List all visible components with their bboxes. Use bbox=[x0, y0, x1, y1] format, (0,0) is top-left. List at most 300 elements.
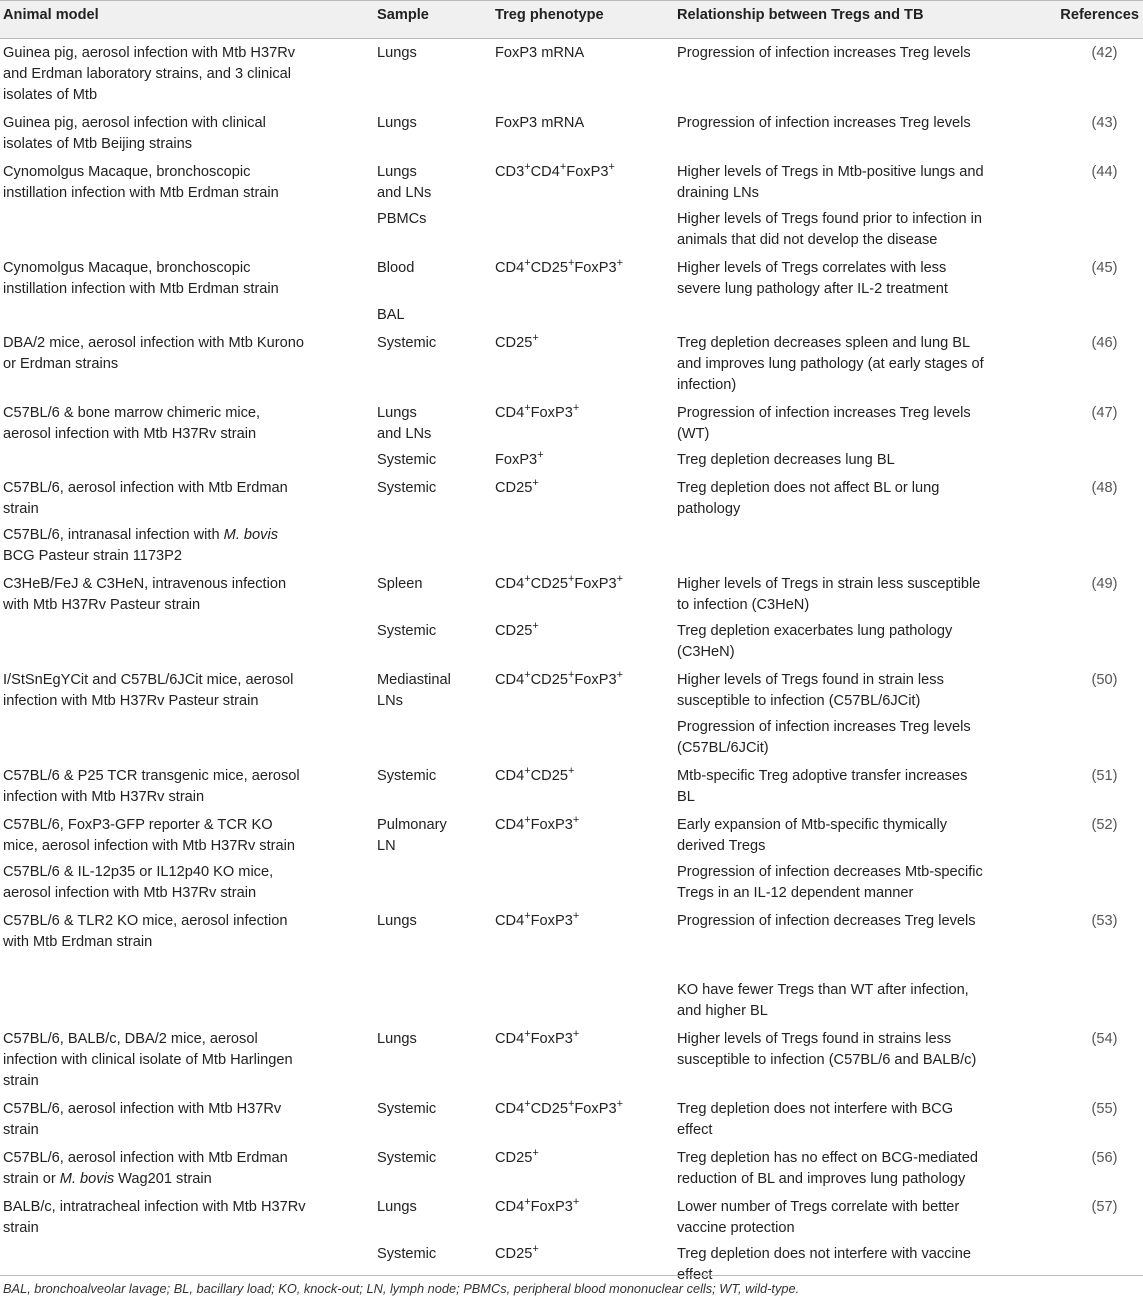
relationship-cell-line: derived Tregs bbox=[677, 838, 766, 854]
phenotype-superscript: + bbox=[524, 669, 531, 682]
reference-link[interactable] bbox=[1069, 864, 1105, 880]
phenotype-marker: FoxP3 bbox=[574, 576, 617, 592]
phenotype-superscript: + bbox=[524, 257, 531, 270]
phenotype-marker: CD4 bbox=[495, 576, 525, 592]
sample-cell bbox=[374, 158, 492, 207]
animal-model-cell-line: C57BL/6, aerosol infection with Mtb H37Rv bbox=[3, 1101, 282, 1117]
animal-model-cell-line: C57BL/6, aerosol infection with Mtb Erdman bbox=[3, 480, 288, 496]
relationship-cell bbox=[674, 158, 1031, 207]
phenotype-marker: CD25 bbox=[530, 260, 568, 276]
phenotype-marker: FoxP3 mRNA bbox=[495, 115, 585, 131]
sample-cell bbox=[374, 1095, 492, 1144]
animal-model-cell bbox=[0, 1025, 374, 1095]
sample-cell-line: Systemic bbox=[377, 480, 437, 496]
table-row bbox=[0, 570, 1143, 619]
phenotype-superscript: + bbox=[524, 1196, 531, 1209]
sample-cell-line: Blood bbox=[377, 260, 415, 276]
sample-cell bbox=[374, 956, 492, 1025]
reference-link[interactable]: (42) bbox=[1091, 45, 1118, 61]
reference-link[interactable]: (53) bbox=[1091, 913, 1118, 929]
table-row bbox=[0, 39, 1143, 110]
phenotype-cell bbox=[492, 811, 674, 860]
phenotype-superscript: + bbox=[524, 161, 531, 174]
reference-link[interactable]: (44) bbox=[1091, 164, 1118, 180]
phenotype-superscript: + bbox=[572, 1196, 580, 1209]
phenotype-marker: FoxP3 bbox=[574, 1101, 617, 1117]
phenotype-cell bbox=[492, 303, 674, 329]
animal-model-cell bbox=[0, 448, 374, 474]
phenotype-superscript: + bbox=[567, 573, 575, 586]
reference-cell bbox=[1031, 329, 1143, 399]
phenotype-marker: CD3 bbox=[495, 164, 525, 180]
reference-cell bbox=[1031, 1025, 1143, 1095]
animal-model-cell bbox=[0, 715, 374, 762]
reference-cell bbox=[1031, 907, 1143, 956]
sample-cell bbox=[374, 570, 492, 619]
relationship-cell bbox=[674, 254, 1031, 303]
table-row bbox=[0, 715, 1143, 762]
sample-cell bbox=[374, 860, 492, 907]
phenotype-superscript: + bbox=[567, 257, 575, 270]
relationship-cell-line: Progression of infection decreases Treg levels bbox=[677, 913, 976, 929]
relationship-cell-line: Higher levels of Tregs found in strain less bbox=[677, 672, 944, 688]
reference-link[interactable]: (57) bbox=[1091, 1199, 1118, 1215]
species-name: M. bovis bbox=[223, 527, 278, 543]
animal-model-cell-line: C57BL/6 & bone marrow chimeric mice, bbox=[3, 405, 261, 421]
phenotype-marker: CD4 bbox=[495, 1101, 525, 1117]
reference-link[interactable]: (48) bbox=[1091, 480, 1118, 496]
phenotype-marker: FoxP3 mRNA bbox=[495, 45, 585, 61]
phenotype-superscript: + bbox=[572, 910, 580, 923]
table-row bbox=[0, 956, 1143, 1025]
phenotype-marker: CD25 bbox=[530, 576, 568, 592]
animal-model-cell bbox=[0, 523, 374, 570]
animal-model-cell-line: strain bbox=[3, 1073, 39, 1089]
animal-model-cell-line: strain bbox=[3, 1122, 39, 1138]
reference-cell bbox=[1031, 474, 1143, 523]
sample-cell-line: Systemic bbox=[377, 1246, 437, 1262]
phenotype-superscript: + bbox=[559, 161, 567, 174]
reference-cell bbox=[1031, 39, 1143, 110]
relationship-cell bbox=[674, 329, 1031, 399]
species-name: M. bovis bbox=[59, 1171, 115, 1187]
reference-link[interactable]: (51) bbox=[1091, 768, 1118, 784]
sample-cell bbox=[374, 207, 492, 254]
phenotype-superscript: + bbox=[524, 1098, 531, 1111]
phenotype-marker: FoxP3 bbox=[574, 672, 617, 688]
animal-model-cell bbox=[0, 570, 374, 619]
phenotype-cell bbox=[492, 1144, 674, 1193]
reference-link[interactable] bbox=[1069, 307, 1105, 323]
phenotype-marker: CD4 bbox=[495, 913, 525, 929]
sample-cell bbox=[374, 399, 492, 448]
reference-cell bbox=[1031, 666, 1143, 715]
animal-model-cell bbox=[0, 399, 374, 448]
phenotype-marker: CD25 bbox=[495, 480, 533, 496]
phenotype-marker: CD4 bbox=[495, 1031, 525, 1047]
relationship-cell bbox=[674, 303, 1031, 329]
relationship-cell-line: and improves lung pathology (at early stages of bbox=[677, 356, 984, 372]
relationship-cell bbox=[674, 715, 1031, 762]
phenotype-superscript: + bbox=[532, 1243, 539, 1256]
table-row bbox=[0, 474, 1143, 523]
animal-model-cell-line: C57BL/6, FoxP3-GFP reporter & TCR KO bbox=[3, 817, 273, 833]
phenotype-marker: CD4 bbox=[495, 817, 525, 833]
phenotype-cell bbox=[492, 474, 674, 523]
sample-cell-line: Lungs bbox=[377, 1199, 417, 1215]
phenotype-cell bbox=[492, 1095, 674, 1144]
phenotype-marker: CD4 bbox=[495, 672, 525, 688]
phenotype-cell bbox=[492, 158, 674, 207]
animal-model-cell bbox=[0, 254, 374, 303]
table-row bbox=[0, 619, 1143, 666]
phenotype-superscript: + bbox=[532, 1147, 539, 1160]
sample-cell-line: Systemic bbox=[377, 768, 437, 784]
phenotype-cell bbox=[492, 207, 674, 254]
phenotype-marker: FoxP3 bbox=[495, 452, 538, 468]
relationship-cell bbox=[674, 956, 1031, 1025]
phenotype-superscript: + bbox=[572, 402, 580, 415]
sample-cell-line: Spleen bbox=[377, 576, 423, 592]
phenotype-marker: CD4 bbox=[495, 405, 525, 421]
phenotype-marker: CD4 bbox=[495, 1199, 525, 1215]
relationship-cell-line: Progression of infection increases Treg levels bbox=[677, 115, 971, 131]
header-treg-phenotype: Treg phenotype bbox=[492, 1, 674, 39]
relationship-cell-line: Higher levels of Tregs in strain less susceptible bbox=[677, 576, 981, 592]
animal-model-cell bbox=[0, 619, 374, 666]
relationship-cell-line: Treg depletion exacerbates lung pathology bbox=[677, 623, 953, 639]
animal-model-cell-line: isolates of Mtb bbox=[3, 87, 98, 103]
sample-cell bbox=[374, 523, 492, 570]
phenotype-cell bbox=[492, 715, 674, 762]
animal-model-cell bbox=[0, 1193, 374, 1242]
sample-cell-line: and LNs bbox=[377, 185, 432, 201]
sample-cell-line: PBMCs bbox=[377, 211, 427, 227]
animal-model-cell-line: instillation infection with Mtb Erdman strain bbox=[3, 281, 279, 297]
reference-link[interactable]: (52) bbox=[1091, 817, 1118, 833]
animal-model-cell-line: C57BL/6 & P25 TCR transgenic mice, aerosol bbox=[3, 768, 300, 784]
table-row bbox=[0, 303, 1143, 329]
animal-model-cell-line: DBA/2 mice, aerosol infection with Mtb Kurono bbox=[3, 335, 304, 351]
relationship-cell-line: Higher levels of Tregs correlates with less bbox=[677, 260, 947, 276]
phenotype-cell bbox=[492, 329, 674, 399]
phenotype-superscript: + bbox=[524, 765, 531, 778]
phenotype-marker: FoxP3 bbox=[530, 1031, 573, 1047]
relationship-cell-line: Lower number of Tregs correlate with better bbox=[677, 1199, 960, 1215]
phenotype-superscript: + bbox=[616, 1098, 624, 1111]
relationship-cell-line: Higher levels of Tregs found prior to infection in bbox=[677, 211, 983, 227]
animal-model-cell-line: infection with Mtb H37Rv strain bbox=[3, 789, 205, 805]
sample-cell bbox=[374, 474, 492, 523]
relationship-cell bbox=[674, 207, 1031, 254]
reference-link[interactable]: (49) bbox=[1091, 576, 1118, 592]
animal-model-cell-line: I/StSnEgYCit and C57BL/6JCit mice, aerosol bbox=[3, 672, 294, 688]
relationship-cell bbox=[674, 811, 1031, 860]
relationship-cell-line: severe lung pathology after IL-2 treatment bbox=[677, 281, 948, 297]
animal-model-cell-line: aerosol infection with Mtb H37Rv strain bbox=[3, 426, 257, 442]
reference-cell bbox=[1031, 715, 1143, 762]
phenotype-marker: FoxP3 bbox=[574, 260, 617, 276]
reference-cell bbox=[1031, 570, 1143, 619]
relationship-cell bbox=[674, 907, 1031, 956]
header-row bbox=[0, 1, 1143, 39]
table-row bbox=[0, 907, 1143, 956]
reference-link[interactable] bbox=[1069, 960, 1105, 976]
table-footnote: BAL, bronchoalveolar lavage; BL, bacillary load; KO, knock-out; LN, lymph node; PBMCs, peripheral blood mononuclear cells; WT, wild-type. bbox=[3, 1281, 800, 1296]
phenotype-marker: CD25 bbox=[495, 335, 533, 351]
sample-cell bbox=[374, 619, 492, 666]
table-bottom-rule bbox=[0, 1275, 1143, 1276]
relationship-cell-line: reduction of BL and improves lung pathology bbox=[677, 1171, 966, 1187]
table-body bbox=[0, 39, 1143, 1290]
animal-model-cell-line: C57BL/6, BALB/c, DBA/2 mice, aerosol bbox=[3, 1031, 258, 1047]
relationship-cell-line: (C57BL/6JCit) bbox=[677, 740, 769, 756]
phenotype-superscript: + bbox=[524, 573, 531, 586]
table-header bbox=[0, 1, 1143, 39]
sample-cell-line: Lungs bbox=[377, 45, 417, 61]
reference-link[interactable] bbox=[1069, 452, 1105, 468]
phenotype-marker: FoxP3 bbox=[566, 164, 609, 180]
phenotype-marker: CD25 bbox=[495, 623, 533, 639]
phenotype-cell bbox=[492, 254, 674, 303]
relationship-cell-line: Tregs in an IL-12 dependent manner bbox=[677, 885, 914, 901]
reference-cell bbox=[1031, 399, 1143, 448]
animal-model-cell-line: strain or M. bovis Wag201 strain bbox=[3, 1171, 212, 1187]
reference-link[interactable]: (50) bbox=[1091, 672, 1118, 688]
reference-cell bbox=[1031, 523, 1143, 570]
animal-model-cell-line: instillation infection with Mtb Erdman strain bbox=[3, 185, 279, 201]
reference-link[interactable]: (45) bbox=[1091, 260, 1118, 276]
reference-cell bbox=[1031, 860, 1143, 907]
reference-cell bbox=[1031, 1095, 1143, 1144]
phenotype-marker: CD25 bbox=[495, 1246, 533, 1262]
reference-link[interactable] bbox=[1069, 1246, 1105, 1262]
animal-model-cell-line: BALB/c, intratracheal infection with Mtb H37Rv bbox=[3, 1199, 306, 1215]
sample-cell-line: Systemic bbox=[377, 623, 437, 639]
reference-link[interactable]: (56) bbox=[1091, 1150, 1118, 1166]
reference-link[interactable]: (47) bbox=[1091, 405, 1118, 421]
phenotype-superscript: + bbox=[537, 449, 544, 462]
relationship-cell bbox=[674, 1144, 1031, 1193]
animal-model-cell-line: Cynomolgus Macaque, bronchoscopic bbox=[3, 164, 251, 180]
table-row bbox=[0, 762, 1143, 811]
relationship-cell-line: Higher levels of Tregs found in strains less bbox=[677, 1031, 952, 1047]
relationship-cell-line: susceptible to infection (C57BL/6JCit) bbox=[677, 693, 921, 709]
sample-cell-line: Systemic bbox=[377, 335, 437, 351]
sample-cell-line: Lungs bbox=[377, 913, 417, 929]
relationship-cell bbox=[674, 762, 1031, 811]
animal-model-cell bbox=[0, 956, 374, 1025]
relationship-cell-line: and higher BL bbox=[677, 1003, 768, 1019]
phenotype-marker: FoxP3 bbox=[530, 405, 573, 421]
animal-model-cell bbox=[0, 811, 374, 860]
relationship-cell-line: (WT) bbox=[677, 426, 710, 442]
relationship-cell-line: Treg depletion decreases spleen and lung BL bbox=[677, 335, 971, 351]
relationship-cell-line: (C3HeN) bbox=[677, 644, 735, 660]
phenotype-superscript: + bbox=[567, 669, 575, 682]
reference-cell bbox=[1031, 254, 1143, 303]
sample-cell-line: Systemic bbox=[377, 452, 437, 468]
relationship-cell-line: susceptible to infection (C57BL/6 and BALB/c) bbox=[677, 1052, 977, 1068]
animal-model-cell-line: or Erdman strains bbox=[3, 356, 119, 372]
relationship-cell bbox=[674, 399, 1031, 448]
reference-cell bbox=[1031, 619, 1143, 666]
phenotype-marker: FoxP3 bbox=[530, 1199, 573, 1215]
animal-model-cell bbox=[0, 207, 374, 254]
relationship-cell-line: Treg depletion does not interfere with vaccine bbox=[677, 1246, 971, 1262]
reference-cell bbox=[1031, 303, 1143, 329]
relationship-cell bbox=[674, 570, 1031, 619]
phenotype-cell bbox=[492, 666, 674, 715]
reference-link[interactable]: (55) bbox=[1091, 1101, 1118, 1117]
reference-link[interactable] bbox=[1069, 719, 1105, 735]
animal-model-cell bbox=[0, 109, 374, 158]
table-row bbox=[0, 1144, 1143, 1193]
phenotype-cell bbox=[492, 109, 674, 158]
sample-cell-line: BAL bbox=[377, 307, 405, 323]
table-row bbox=[0, 1193, 1143, 1242]
reference-cell bbox=[1031, 1144, 1143, 1193]
animal-model-cell-line: mice, aerosol infection with Mtb H37Rv strain bbox=[3, 838, 295, 854]
reference-cell bbox=[1031, 207, 1143, 254]
phenotype-cell bbox=[492, 39, 674, 110]
phenotype-superscript: + bbox=[532, 332, 539, 345]
phenotype-marker: FoxP3 bbox=[530, 817, 573, 833]
relationship-cell bbox=[674, 109, 1031, 158]
phenotype-marker: CD4 bbox=[530, 164, 560, 180]
animal-model-cell-line: strain bbox=[3, 501, 39, 517]
phenotype-superscript: + bbox=[572, 814, 580, 827]
animal-model-cell-line: isolates of Mtb Beijing strains bbox=[3, 136, 192, 152]
sample-cell-line: and LNs bbox=[377, 426, 432, 442]
sample-cell-line: Lungs bbox=[377, 164, 417, 180]
phenotype-marker: FoxP3 bbox=[530, 913, 573, 929]
relationship-cell-line: Treg depletion does not affect BL or lung bbox=[677, 480, 940, 496]
animal-model-cell bbox=[0, 666, 374, 715]
relationship-cell bbox=[674, 1025, 1031, 1095]
relationship-cell bbox=[674, 1193, 1031, 1242]
reference-cell bbox=[1031, 109, 1143, 158]
sample-cell-line: Lungs bbox=[377, 1031, 417, 1047]
phenotype-marker: CD25 bbox=[495, 1150, 533, 1166]
table-row bbox=[0, 109, 1143, 158]
phenotype-superscript: + bbox=[524, 1028, 531, 1041]
relationship-cell-line: effect bbox=[677, 1267, 713, 1283]
animal-model-cell-line: with Mtb H37Rv Pasteur strain bbox=[3, 597, 201, 613]
reference-link[interactable]: (46) bbox=[1091, 335, 1118, 351]
sample-cell-line: Systemic bbox=[377, 1101, 437, 1117]
header-animal-model: Animal model bbox=[0, 1, 374, 39]
relationship-cell-line: pathology bbox=[677, 501, 741, 517]
relationship-cell-line: vaccine protection bbox=[677, 1220, 795, 1236]
sample-cell bbox=[374, 1144, 492, 1193]
relationship-cell-line: Mtb-specific Treg adoptive transfer increases bbox=[677, 768, 968, 784]
relationship-cell-line: draining LNs bbox=[677, 185, 759, 201]
phenotype-superscript: + bbox=[524, 402, 531, 415]
animal-model-cell-line: Cynomolgus Macaque, bronchoscopic bbox=[3, 260, 251, 276]
animal-model-cell bbox=[0, 39, 374, 110]
phenotype-superscript: + bbox=[567, 765, 575, 778]
sample-cell-line: Systemic bbox=[377, 1150, 437, 1166]
reference-link[interactable] bbox=[1069, 623, 1105, 639]
relationship-cell-line: Progression of infection increases Treg levels bbox=[677, 45, 971, 61]
relationship-cell-line: Progression of infection increases Treg levels bbox=[677, 405, 971, 421]
relationship-cell-line: Early expansion of Mtb-specific thymically bbox=[677, 817, 948, 833]
relationship-cell bbox=[674, 1095, 1031, 1144]
reference-link[interactable] bbox=[1069, 211, 1105, 227]
table-row bbox=[0, 1095, 1143, 1144]
animal-model-cell-line: with Mtb Erdman strain bbox=[3, 934, 153, 950]
sample-cell-line: LN bbox=[377, 838, 396, 854]
relationship-cell-line: Higher levels of Tregs in Mtb-positive lungs and bbox=[677, 164, 984, 180]
phenotype-superscript: + bbox=[616, 257, 624, 270]
sample-cell bbox=[374, 109, 492, 158]
table-row bbox=[0, 254, 1143, 303]
phenotype-superscript: + bbox=[532, 477, 539, 490]
sample-cell bbox=[374, 1193, 492, 1242]
header-relationship: Relationship between Tregs and TB bbox=[674, 1, 1031, 39]
phenotype-cell bbox=[492, 619, 674, 666]
animal-model-cell bbox=[0, 1095, 374, 1144]
phenotype-marker: CD25 bbox=[530, 672, 568, 688]
animal-model-cell-line: and Erdman laboratory strains, and 3 clinical bbox=[3, 66, 291, 82]
sample-cell bbox=[374, 448, 492, 474]
table-row bbox=[0, 523, 1143, 570]
table-row bbox=[0, 1025, 1143, 1095]
phenotype-cell bbox=[492, 762, 674, 811]
reference-link[interactable]: (54) bbox=[1091, 1031, 1118, 1047]
animal-model-cell-line: infection with Mtb H37Rv Pasteur strain bbox=[3, 693, 259, 709]
phenotype-cell bbox=[492, 907, 674, 956]
relationship-cell bbox=[674, 860, 1031, 907]
header-references: References bbox=[1031, 1, 1143, 39]
relationship-cell bbox=[674, 39, 1031, 110]
sample-cell bbox=[374, 811, 492, 860]
header-sample: Sample bbox=[374, 1, 492, 39]
relationship-cell-line: BL bbox=[677, 789, 695, 805]
phenotype-superscript: + bbox=[532, 620, 539, 633]
animal-model-cell-line: infection with clinical isolate of Mtb Harlingen bbox=[3, 1052, 293, 1068]
reference-cell bbox=[1031, 448, 1143, 474]
animal-model-cell-line: C57BL/6, aerosol infection with Mtb Erdman bbox=[3, 1150, 288, 1166]
phenotype-cell bbox=[492, 570, 674, 619]
relationship-cell bbox=[674, 666, 1031, 715]
sample-cell bbox=[374, 1025, 492, 1095]
animal-model-cell-line: C57BL/6 & TLR2 KO mice, aerosol infection bbox=[3, 913, 288, 929]
animal-model-cell-line: Guinea pig, aerosol infection with Mtb H37Rv bbox=[3, 45, 296, 61]
animal-model-cell-line: Guinea pig, aerosol infection with clinical bbox=[3, 115, 266, 131]
relationship-cell-line: Treg depletion decreases lung BL bbox=[677, 452, 895, 468]
sample-cell bbox=[374, 254, 492, 303]
animal-model-cell-line: C3HeB/FeJ & C3HeN, intravenous infection bbox=[3, 576, 287, 592]
phenotype-cell bbox=[492, 1025, 674, 1095]
sample-cell bbox=[374, 39, 492, 110]
table-row bbox=[0, 329, 1143, 399]
relationship-cell-line: effect bbox=[677, 1122, 713, 1138]
animal-model-cell bbox=[0, 907, 374, 956]
relationship-cell-line: to infection (C3HeN) bbox=[677, 597, 810, 613]
reference-cell bbox=[1031, 158, 1143, 207]
relationship-cell bbox=[674, 619, 1031, 666]
table-row bbox=[0, 811, 1143, 860]
relationship-cell bbox=[674, 448, 1031, 474]
phenotype-marker: CD25 bbox=[530, 768, 568, 784]
relationship-cell-line: Progression of infection increases Treg levels bbox=[677, 719, 971, 735]
reference-link[interactable] bbox=[1069, 527, 1105, 543]
sample-cell bbox=[374, 329, 492, 399]
reference-cell bbox=[1031, 956, 1143, 1025]
reference-link[interactable]: (43) bbox=[1091, 115, 1118, 131]
